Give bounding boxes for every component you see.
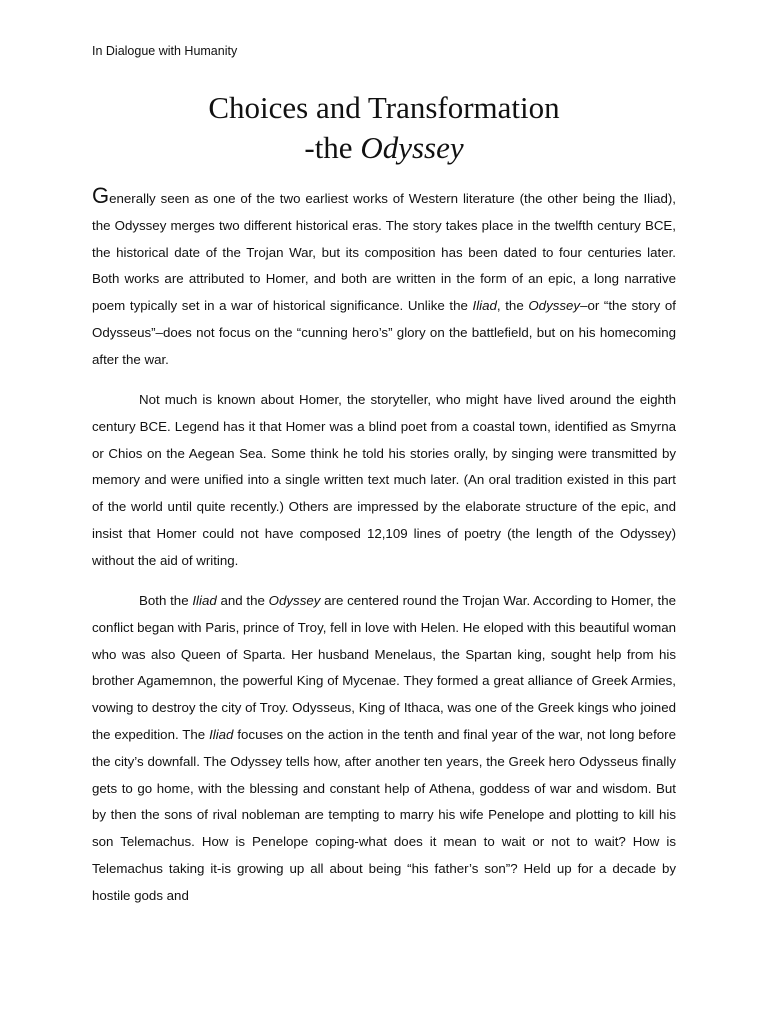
paragraph-3 bbox=[92, 588, 676, 910]
paragraph-1-text-c: –or “the story of Odysseus”–does not focus on the “cunning hero’s” glory on the battlefield, but on his homecoming after the war. bbox=[92, 298, 676, 367]
paragraph-3-italic-b: Odyssey bbox=[268, 592, 321, 608]
title-line-2-prefix: -the bbox=[304, 130, 361, 165]
paragraph-1-text-a: enerally seen as one of the two earliest works of Western literature (the other being the Iliad), the Odyssey merges two different historical eras. The story takes place in the twelfth century BCE, the historical date of the Trojan War, but its composition has been dated to four centuries later. Both works are attributed to Homer, and both are written in the form of an epic, a long narrative poem typically set in a war of historical significance. Unlike the bbox=[92, 191, 676, 314]
paragraph-2: Not much is known about Homer, the storyteller, who might have lived around the eighth century BCE. Legend has it that Homer was a blind poet from a coastal town, identified as Smyrna or Chios on the Aegean Sea. Some think he told his stories orally, by singing were transmitted by memory and were unified into a single written text much later. (An oral tradition existed in this part of the world until quite recently.) Others are impressed by the elaborate structure of the epic, and insist that Homer could not have composed 12,109 lines of poetry (the length of the Odyssey) without the aid of writing. bbox=[92, 391, 676, 568]
document-title bbox=[0, 88, 768, 168]
title-line-2 bbox=[0, 128, 768, 168]
paragraph-3-text-b: and the bbox=[216, 592, 269, 608]
paragraph-3-italic-c: Iliad bbox=[209, 726, 234, 742]
paragraph-1-italic-b: Odyssey bbox=[528, 298, 581, 314]
running-header: In Dialogue with Humanity bbox=[92, 44, 238, 58]
body-text bbox=[92, 183, 676, 923]
paragraph-1-italic-a: Iliad bbox=[472, 298, 497, 314]
paragraph-3-text-d: focuses on the action in the tenth and final year of the war, not long before the city’s downfall. The Odyssey tells how, after another ten years, the Greek hero Odysseus finally gets to go home, with the blessing and constant help of Athena, goddess of war and wisdom. But by then the sons of rival nobleman are tempting to marry his wife Penelope and plotting to kill his son Telemachus. How is Penelope coping-what does it mean to wait or not to wait? How is Telemachus taking it-is growing up all about being “his father’s son”? Held up for a decade by hostile gods and bbox=[92, 726, 676, 903]
paragraph-1-text-b: , the bbox=[496, 298, 529, 314]
paragraph-3-italic-a: Iliad bbox=[192, 592, 217, 608]
title-line-1: Choices and Transformation bbox=[208, 90, 560, 125]
paragraph-3-text-c: are centered round the Trojan War. According to Homer, the conflict began with Paris, prince of Troy, fell in love with Helen. He eloped with this beautiful woman who was also Queen of Sparta. Her husband Menelaus, the Spartan king, sought help from his brother Agamemnon, the powerful King of Mycenae. They formed a great alliance of Greek Armies, vowing to destroy the city of Troy. Odysseus, King of Ithaca, was one of the Greek kings who joined the expedition. The bbox=[92, 592, 676, 742]
drop-cap: G bbox=[92, 183, 110, 208]
title-line-2-italic: Odyssey bbox=[360, 130, 464, 165]
paragraph-3-text-a: Both the bbox=[139, 592, 193, 608]
paragraph-1 bbox=[92, 183, 676, 374]
